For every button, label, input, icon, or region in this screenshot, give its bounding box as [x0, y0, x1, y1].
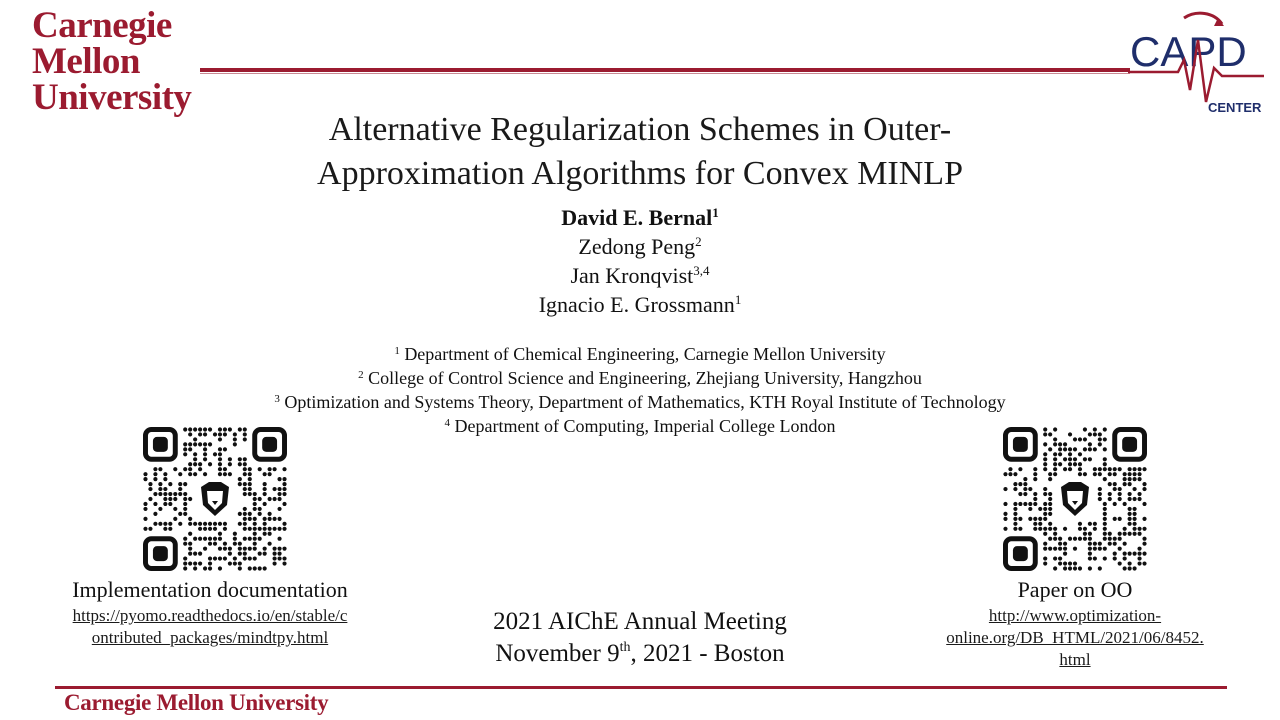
header-divider: [200, 68, 1130, 72]
qr-finder-square: [145, 539, 175, 569]
cmu-logo: [32, 5, 232, 118]
affil-text: College of Control Science and Engineering, Zhejiang University, Hangzhou: [363, 368, 922, 388]
affil-text: Optimization and Systems Theory, Department of Mathematics, KTH Royal Institute of Technology: [279, 392, 1006, 412]
author-name: Ignacio E. Grossmann: [538, 292, 735, 317]
affiliation-1: [200, 342, 1080, 366]
footer-cmu-logo: Carnegie Mellon University: [64, 690, 329, 715]
affiliation-3: [200, 390, 1080, 414]
cmu-logo-line-2: Mellon: [32, 41, 140, 82]
meeting-name: 2021 AIChE Annual Meeting: [493, 608, 787, 635]
meeting-date-pre: November 9: [495, 640, 620, 667]
affil-index: 4: [444, 417, 451, 429]
author-affil-index: 1: [734, 292, 742, 307]
author-1: [340, 203, 940, 232]
author-name: David E. Bernal: [561, 205, 713, 230]
documentation-link-line-1[interactable]: https://pyomo.readthedocs.io/en/stable/c: [72, 606, 348, 625]
paper-link-line-2[interactable]: online.org/DB_HTML/2021/06/8452.: [946, 628, 1204, 647]
footer-divider: [55, 686, 1227, 689]
capd-text: CAPD: [1130, 28, 1247, 75]
lion-icon: [1061, 482, 1089, 516]
author-affil-index: 3,4: [693, 263, 710, 278]
qr-code-paper[interactable]: [1003, 427, 1147, 571]
author-3: [340, 261, 940, 290]
lion-icon: [201, 482, 229, 516]
title-line-1: Alternative Regularization Schemes in Outer-: [328, 111, 952, 148]
author-affil-index: 2: [695, 234, 702, 249]
author-name: Jan Kronqvist: [570, 263, 694, 288]
affiliation-4: [200, 414, 1080, 438]
qr-finder-square: [255, 429, 285, 459]
meeting-date-post: , 2021 - Boston: [630, 640, 785, 667]
qr-finder-square: [145, 429, 175, 459]
title-line-2: Approximation Algorithms for Convex MINLP: [317, 155, 963, 192]
paper-link-line-1[interactable]: http://www.optimization-: [988, 606, 1162, 625]
header-divider-thin: [200, 73, 1130, 74]
author-list: [340, 203, 940, 319]
affiliation-list: [200, 342, 1080, 438]
qr-finder-square: [1115, 429, 1145, 459]
documentation-label: Implementation documentation: [72, 577, 348, 602]
meeting-date-suffix: th: [619, 640, 631, 655]
affil-index: 1: [394, 345, 400, 357]
author-affil-index: 1: [712, 205, 719, 220]
affil-index: 2: [358, 369, 364, 381]
meeting-date: [440, 638, 840, 670]
affil-text: Department of Computing, Imperial College London: [450, 416, 836, 436]
author-name: Zedong Peng: [578, 234, 696, 259]
documentation-link-line-2[interactable]: ontributed_packages/mindtpy.html: [91, 628, 329, 647]
affil-text: Department of Chemical Engineering, Carnegie Mellon University: [399, 344, 886, 364]
capd-center-logo: [1126, 10, 1266, 118]
author-2: [340, 232, 940, 261]
meeting-info: [440, 606, 840, 670]
cmu-logo-line-1: Carnegie: [32, 5, 172, 46]
capd-sub-text: CENTER: [1208, 100, 1262, 115]
paper-link[interactable]: [925, 605, 1225, 671]
affil-index: 3: [274, 393, 280, 405]
qr-code-documentation[interactable]: [143, 427, 287, 571]
paper-label: Paper on OO: [1017, 577, 1133, 602]
affiliation-2: [200, 366, 1080, 390]
author-4: [340, 290, 940, 319]
paper-link-line-3[interactable]: html: [1059, 650, 1091, 669]
qr-finder-square: [1005, 539, 1035, 569]
qr-finder-square: [1005, 429, 1035, 459]
documentation-link[interactable]: [50, 605, 370, 649]
cmu-logo-line-3: University: [32, 77, 192, 118]
presentation-title: [240, 108, 1040, 196]
